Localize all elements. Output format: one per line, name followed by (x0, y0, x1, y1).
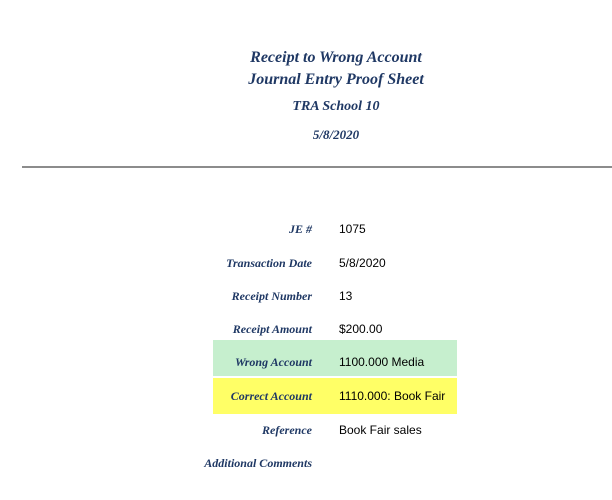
je-number-value: 1075 (339, 222, 366, 236)
receipt-amount-label: Receipt Amount (232, 322, 312, 336)
receipt-number-label: Receipt Number (231, 289, 312, 303)
correct-account-label: Correct Account (230, 389, 312, 403)
school-name: TRA School 10 (292, 99, 380, 114)
correct-account-value: 1110.000: Book Fair (339, 389, 446, 403)
report-title: Receipt to Wrong Account (250, 49, 422, 66)
wrong-account-label: Wrong Account (234, 355, 312, 369)
reference-value: Book Fair sales (339, 423, 422, 437)
additional-comments-label: Additional Comments (204, 456, 312, 470)
report-date: 5/8/2020 (312, 127, 360, 142)
je-number-label: JE # (288, 222, 312, 236)
header-divider (22, 166, 612, 168)
wrong-account-value: 1100.000 Media (339, 355, 425, 369)
reference-label: Reference (262, 423, 312, 437)
transaction-date-label: Transaction Date (226, 256, 312, 270)
receipt-number-value: 13 (339, 289, 353, 303)
receipt-amount-value: $200.00 (339, 322, 383, 336)
report-subtitle: Journal Entry Proof Sheet (248, 71, 424, 88)
transaction-date-value: 5/8/2020 (339, 256, 386, 270)
